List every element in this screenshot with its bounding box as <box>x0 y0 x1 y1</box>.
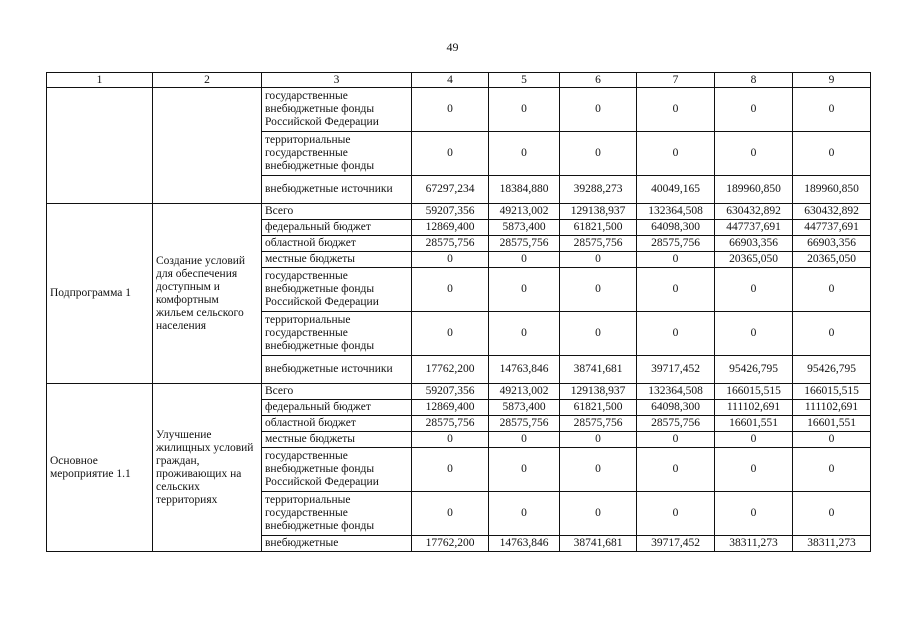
value-cell: 0 <box>637 432 715 448</box>
value-cell: 28575,756 <box>637 416 715 432</box>
value-cell: 0 <box>412 448 489 492</box>
value-cell: 111102,691 <box>715 400 793 416</box>
funding-source-cell: территориальные государственные внебюджетные фонды <box>262 312 412 356</box>
value-cell: 0 <box>412 312 489 356</box>
value-cell: 40049,165 <box>637 176 715 204</box>
value-cell: 0 <box>489 432 560 448</box>
value-cell: 17762,200 <box>412 536 489 552</box>
funding-source-cell: государственные внебюджетные фонды Российской Федерации <box>262 88 412 132</box>
value-cell: 0 <box>793 312 871 356</box>
table-row <box>47 204 871 220</box>
value-cell: 59207,356 <box>412 384 489 400</box>
value-cell: 28575,756 <box>560 236 637 252</box>
value-cell: 447737,691 <box>793 220 871 236</box>
value-cell: 0 <box>489 312 560 356</box>
value-cell: 67297,234 <box>412 176 489 204</box>
value-cell: 18384,880 <box>489 176 560 204</box>
value-cell: 38741,681 <box>560 536 637 552</box>
value-cell: 20365,050 <box>793 252 871 268</box>
value-cell: 39717,452 <box>637 536 715 552</box>
funding-source-cell: Всего <box>262 384 412 400</box>
funding-source-cell: федеральный бюджет <box>262 220 412 236</box>
funding-source-cell: областной бюджет <box>262 416 412 432</box>
value-cell: 630432,892 <box>715 204 793 220</box>
value-cell: 0 <box>637 448 715 492</box>
value-cell: 0 <box>412 88 489 132</box>
program-title-cell: Создание условий для обеспечения доступным и комфортным жильем сельского населения <box>153 204 262 384</box>
funding-source-cell: федеральный бюджет <box>262 400 412 416</box>
value-cell: 447737,691 <box>715 220 793 236</box>
value-cell: 0 <box>412 492 489 536</box>
value-cell: 61821,500 <box>560 220 637 236</box>
value-cell: 0 <box>715 132 793 176</box>
value-cell: 129138,937 <box>560 384 637 400</box>
value-cell: 630432,892 <box>793 204 871 220</box>
column-header: 5 <box>489 73 560 88</box>
funding-source-cell: областной бюджет <box>262 236 412 252</box>
value-cell: 14763,846 <box>489 356 560 384</box>
value-cell: 166015,515 <box>715 384 793 400</box>
value-cell: 0 <box>715 448 793 492</box>
value-cell: 0 <box>637 88 715 132</box>
value-cell: 0 <box>793 132 871 176</box>
value-cell: 39717,452 <box>637 356 715 384</box>
header-row <box>47 73 871 88</box>
column-header: 9 <box>793 73 871 88</box>
value-cell: 28575,756 <box>412 236 489 252</box>
value-cell: 28575,756 <box>412 416 489 432</box>
value-cell: 0 <box>793 448 871 492</box>
value-cell: 0 <box>412 252 489 268</box>
value-cell: 0 <box>560 492 637 536</box>
value-cell: 0 <box>637 312 715 356</box>
funding-source-cell: местные бюджеты <box>262 432 412 448</box>
value-cell: 0 <box>412 432 489 448</box>
value-cell: 39288,273 <box>560 176 637 204</box>
value-cell: 16601,551 <box>793 416 871 432</box>
empty-cell <box>47 88 153 204</box>
value-cell: 0 <box>489 88 560 132</box>
value-cell: 0 <box>412 132 489 176</box>
value-cell: 16601,551 <box>715 416 793 432</box>
value-cell: 0 <box>793 268 871 312</box>
value-cell: 0 <box>560 252 637 268</box>
value-cell: 0 <box>793 492 871 536</box>
funding-source-cell: Всего <box>262 204 412 220</box>
value-cell: 0 <box>637 492 715 536</box>
value-cell: 38311,273 <box>793 536 871 552</box>
funding-source-cell: государственные внебюджетные фонды Российской Федерации <box>262 268 412 312</box>
value-cell: 0 <box>793 88 871 132</box>
value-cell: 132364,508 <box>637 384 715 400</box>
value-cell: 5873,400 <box>489 400 560 416</box>
program-name-cell: Основное мероприятие 1.1 <box>47 384 153 552</box>
funding-source-cell: внебюджетные источники <box>262 176 412 204</box>
value-cell: 5873,400 <box>489 220 560 236</box>
value-cell: 166015,515 <box>793 384 871 400</box>
budget-table <box>46 72 871 552</box>
value-cell: 0 <box>793 432 871 448</box>
value-cell: 95426,795 <box>715 356 793 384</box>
column-header: 3 <box>262 73 412 88</box>
funding-source-cell: местные бюджеты <box>262 252 412 268</box>
column-header: 8 <box>715 73 793 88</box>
table-body <box>47 73 871 552</box>
value-cell: 20365,050 <box>715 252 793 268</box>
value-cell: 0 <box>489 448 560 492</box>
value-cell: 189960,850 <box>793 176 871 204</box>
value-cell: 0 <box>637 268 715 312</box>
value-cell: 0 <box>715 88 793 132</box>
funding-source-cell: внебюджетные источники <box>262 356 412 384</box>
value-cell: 0 <box>489 132 560 176</box>
column-header: 6 <box>560 73 637 88</box>
value-cell: 66903,356 <box>793 236 871 252</box>
value-cell: 0 <box>560 268 637 312</box>
funding-source-cell: территориальные государственные внебюджетные фонды <box>262 132 412 176</box>
value-cell: 64098,300 <box>637 400 715 416</box>
value-cell: 0 <box>560 448 637 492</box>
funding-source-cell: территориальные государственные внебюджетные фонды <box>262 492 412 536</box>
value-cell: 28575,756 <box>489 236 560 252</box>
value-cell: 0 <box>489 492 560 536</box>
column-header: 1 <box>47 73 153 88</box>
value-cell: 0 <box>715 492 793 536</box>
program-title-cell: Улучшение жилищных условий граждан, проживающих на сельских территориях <box>153 384 262 552</box>
value-cell: 14763,846 <box>489 536 560 552</box>
value-cell: 0 <box>715 312 793 356</box>
funding-source-cell: государственные внебюджетные фонды Российской Федерации <box>262 448 412 492</box>
value-cell: 132364,508 <box>637 204 715 220</box>
value-cell: 0 <box>637 132 715 176</box>
value-cell: 129138,937 <box>560 204 637 220</box>
value-cell: 28575,756 <box>637 236 715 252</box>
column-header: 7 <box>637 73 715 88</box>
value-cell: 66903,356 <box>715 236 793 252</box>
value-cell: 61821,500 <box>560 400 637 416</box>
value-cell: 12869,400 <box>412 400 489 416</box>
value-cell: 0 <box>412 268 489 312</box>
page-number: 49 <box>446 40 459 54</box>
empty-cell <box>153 88 262 204</box>
value-cell: 28575,756 <box>489 416 560 432</box>
value-cell: 64098,300 <box>637 220 715 236</box>
value-cell: 38741,681 <box>560 356 637 384</box>
value-cell: 17762,200 <box>412 356 489 384</box>
value-cell: 0 <box>489 252 560 268</box>
value-cell: 0 <box>560 132 637 176</box>
value-cell: 59207,356 <box>412 204 489 220</box>
funding-source-cell: внебюджетные <box>262 536 412 552</box>
value-cell: 49213,002 <box>489 384 560 400</box>
value-cell: 111102,691 <box>793 400 871 416</box>
value-cell: 49213,002 <box>489 204 560 220</box>
table-row <box>47 88 871 132</box>
value-cell: 12869,400 <box>412 220 489 236</box>
value-cell: 189960,850 <box>715 176 793 204</box>
value-cell: 28575,756 <box>560 416 637 432</box>
program-name-cell: Подпрограмма 1 <box>47 204 153 384</box>
value-cell: 38311,273 <box>715 536 793 552</box>
value-cell: 0 <box>560 432 637 448</box>
value-cell: 0 <box>637 252 715 268</box>
value-cell: 0 <box>715 268 793 312</box>
table-row <box>47 384 871 400</box>
value-cell: 95426,795 <box>793 356 871 384</box>
value-cell: 0 <box>715 432 793 448</box>
column-header: 4 <box>412 73 489 88</box>
value-cell: 0 <box>489 268 560 312</box>
value-cell: 0 <box>560 88 637 132</box>
value-cell: 0 <box>560 312 637 356</box>
column-header: 2 <box>153 73 262 88</box>
